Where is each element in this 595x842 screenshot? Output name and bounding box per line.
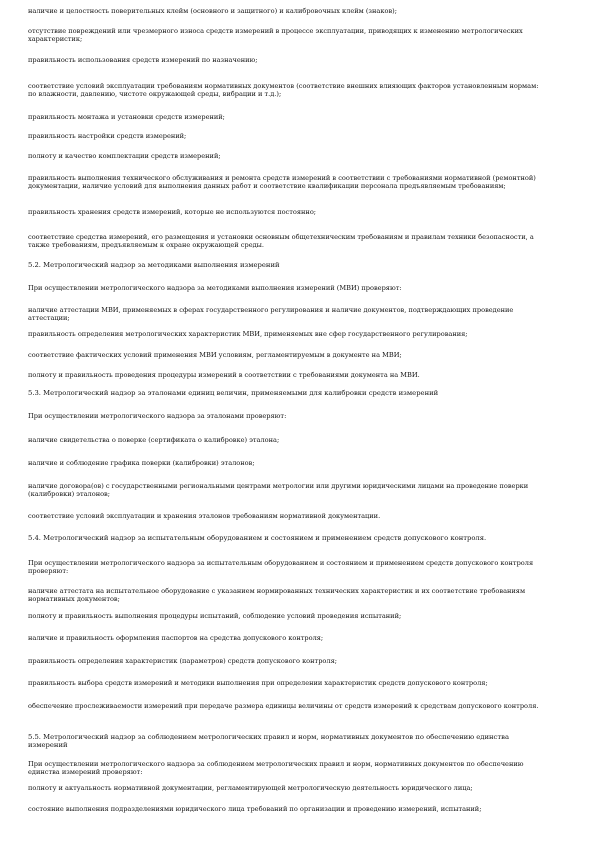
- paragraph: соответствие средства измерений, его размещения и установки основным общетехническим требованиям и правилам техники безопасности, а также требованиям, предъявляемым к охране окружающей среды.: [28, 233, 534, 249]
- paragraph: наличие и правильность оформления паспортов на средства допускового контроля;: [28, 634, 324, 642]
- section-heading: 5.3. Метрологический надзор за эталонами единиц величин, применяемыми для калибровки средств измерений: [28, 389, 439, 397]
- paragraph: правильность хранения средств измерений, которые не используются постоянно;: [28, 208, 317, 216]
- paragraph: обеспечение прослеживаемости измерений при передаче размера единицы величины от средств измерений к средствам допускового контроля.: [28, 702, 539, 710]
- paragraph: соответствие условий эксплуатации и хранения эталонов требованиям нормативной документации.: [28, 512, 381, 520]
- paragraph: наличие договора(ов) с государственными региональными центрами метрологии или другими юридическими лицами на проведение поверки (калибровки) эталонов;: [28, 482, 529, 498]
- paragraph: правильность монтажа и установки средств измерений;: [28, 113, 225, 121]
- paragraph: наличие аттестата на испытательное оборудование с указанием нормированных технических характеристик и их соответствие требованиям нормативных документов;: [28, 587, 526, 603]
- paragraph: правильность выполнения технического обслуживания и ремонта средств измерений в соответствии с требованиями нормативной (ремонтной) документации, наличие условий для выполнения данных работ и соответствие квалификации персонала предъявляемым требованиям;: [28, 174, 536, 190]
- paragraph: При осуществлении метрологического надзора за методиками выполнения измерений (МВИ) проверяют:: [28, 284, 402, 292]
- paragraph: При осуществлении метрологического надзора за соблюдением метрологических правил и норм, нормативных документов по обеспечению единства измерений проверяют:: [28, 760, 524, 776]
- paragraph: правильность определения метрологических характеристик МВИ, применяемых вне сфер государственного регулирования;: [28, 330, 468, 338]
- paragraph: При осуществлении метрологического надзора за испытательным оборудованием и состоянием и применением средств допускового контроля проверяют:: [28, 559, 534, 575]
- paragraph: соответствие условий эксплуатации требованиям нормативных документов (соответствие внешних влияющих факторов установленным нормам: по влажности, давлению, чистоте окружающей среды, вибрации и т.д.);: [28, 82, 539, 98]
- paragraph: правильность выбора средств измерений и методики выполнения при определении характеристик средств допускового контроля;: [28, 679, 488, 687]
- paragraph: полноту и качество комплектации средств измерений;: [28, 152, 221, 160]
- paragraph: полноту и правильность выполнения процедуры испытаний, соблюдение условий проведения испытаний;: [28, 612, 402, 620]
- paragraph: полноту и актуальность нормативной документации, регламентирующей метрологическую деятельность юридического лица;: [28, 784, 473, 792]
- paragraph: соответствие фактических условий применения МВИ условиям, регламентируемым в документе на МВИ;: [28, 351, 402, 359]
- paragraph: правильность определения характеристик (параметров) средств допускового контроля;: [28, 657, 337, 665]
- section-heading: 5.2. Метрологический надзор за методиками выполнения измерений: [28, 261, 280, 269]
- paragraph: состояние выполнения подразделениями юридического лица требований по организации и проведению измерений, испытаний;: [28, 805, 482, 813]
- paragraph: наличие и целостность поверительных клейм (основного и защитного) и калибровочных клейм (знаков);: [28, 7, 397, 15]
- paragraph: полноту и правильность проведения процедуры измерений в соответствии с требованиями документа на МВИ.: [28, 371, 420, 379]
- section-heading: 5.5. Метрологический надзор за соблюдением метрологических правил и норм, нормативных документов по обеспечению единства измерений: [28, 733, 509, 749]
- paragraph: При осуществлении метрологического надзора за эталонами проверяют:: [28, 412, 287, 420]
- paragraph: наличие и соблюдение графика поверки (калибровки) эталонов;: [28, 459, 255, 467]
- paragraph: отсутствие повреждений или чрезмерного износа средств измерений в процессе эксплуатации, приводящих к изменению метрологических характеристик;: [28, 27, 523, 43]
- paragraph: наличие аттестации МВИ, применяемых в сферах государственного регулирования и наличие документов, подтверждающих проведение аттестации;: [28, 306, 514, 322]
- paragraph: правильность настройки средств измерений;: [28, 132, 187, 140]
- section-heading: 5.4. Метрологический надзор за испытательным оборудованием и состоянием и применением средств допускового контроля.: [28, 534, 487, 542]
- paragraph: наличие свидетельства о поверке (сертификата о калибровке) эталона;: [28, 436, 280, 444]
- paragraph: правильность использования средств измерений по назначению;: [28, 56, 258, 64]
